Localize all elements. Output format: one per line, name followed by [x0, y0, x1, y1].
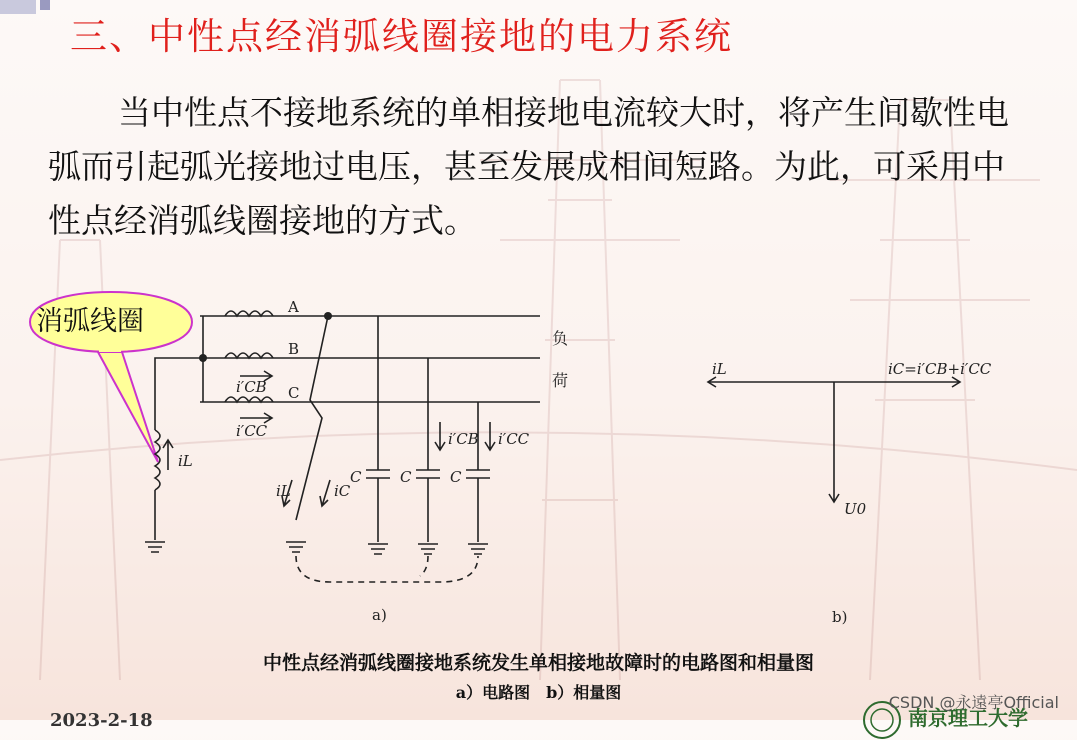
branch-icb-label: i′CB: [448, 430, 479, 448]
slide-title: 三、中性点经消弧线圈接地的电力系统: [70, 15, 733, 58]
current-icb-label: i′CB: [236, 378, 267, 396]
phasor-ic-label: iC=i′CB+i′CC: [888, 360, 992, 378]
load-label-1: 负: [552, 329, 569, 348]
corner-decoration-square: [40, 0, 50, 10]
subfigure-a-label: a): [372, 606, 387, 624]
body-paragraph: [48, 86, 1023, 248]
university-logo-text: 南京理工大学: [908, 706, 1028, 730]
figure-subcaption: a）电路图 b）相量图: [455, 683, 622, 702]
fault-ic-label: iC: [334, 482, 351, 500]
current-il-label: iL: [178, 452, 193, 470]
load-label-2: 荷: [552, 371, 569, 390]
neutral-node: [199, 354, 207, 362]
phase-b-label: B: [288, 340, 300, 358]
phasor-u0-label: U0: [844, 500, 867, 518]
paragraph-text: 当中性点不接地系统的单相接地电流较大时，将产生间歇性电弧而引起弧光接地过电压，甚至发展成相间短路。为此，可采用中性点经消弧线圈接地的方式。: [48, 93, 1009, 240]
fault-il-label: iL: [276, 482, 291, 500]
phase-c-label: C: [288, 384, 300, 402]
csdn-watermark: CSDN @永遠亭Official: [888, 693, 1059, 712]
callout-pointer: [0, 0, 1, 1]
slide-date: 2023-2-18: [50, 710, 153, 731]
cap-3-label: C: [450, 468, 462, 486]
cap-1-label: C: [350, 468, 362, 486]
branch-icc-label: i′CC: [498, 430, 530, 448]
phasor-il-label: iL: [712, 360, 727, 378]
subfigure-b-label: b): [832, 608, 848, 626]
phase-a-label: A: [288, 298, 299, 316]
callout-text: 消弧线圈: [36, 306, 144, 337]
cap-2-label: C: [400, 468, 412, 486]
fault-node: [324, 312, 332, 320]
figure-caption: 中性点经消弧线圈接地系统发生单相接地故障时的电路图和相量图: [262, 652, 814, 674]
circuit-diagram: [0, 270, 1077, 640]
corner-decoration: [0, 0, 36, 14]
current-icc-label: i′CC: [236, 422, 268, 440]
